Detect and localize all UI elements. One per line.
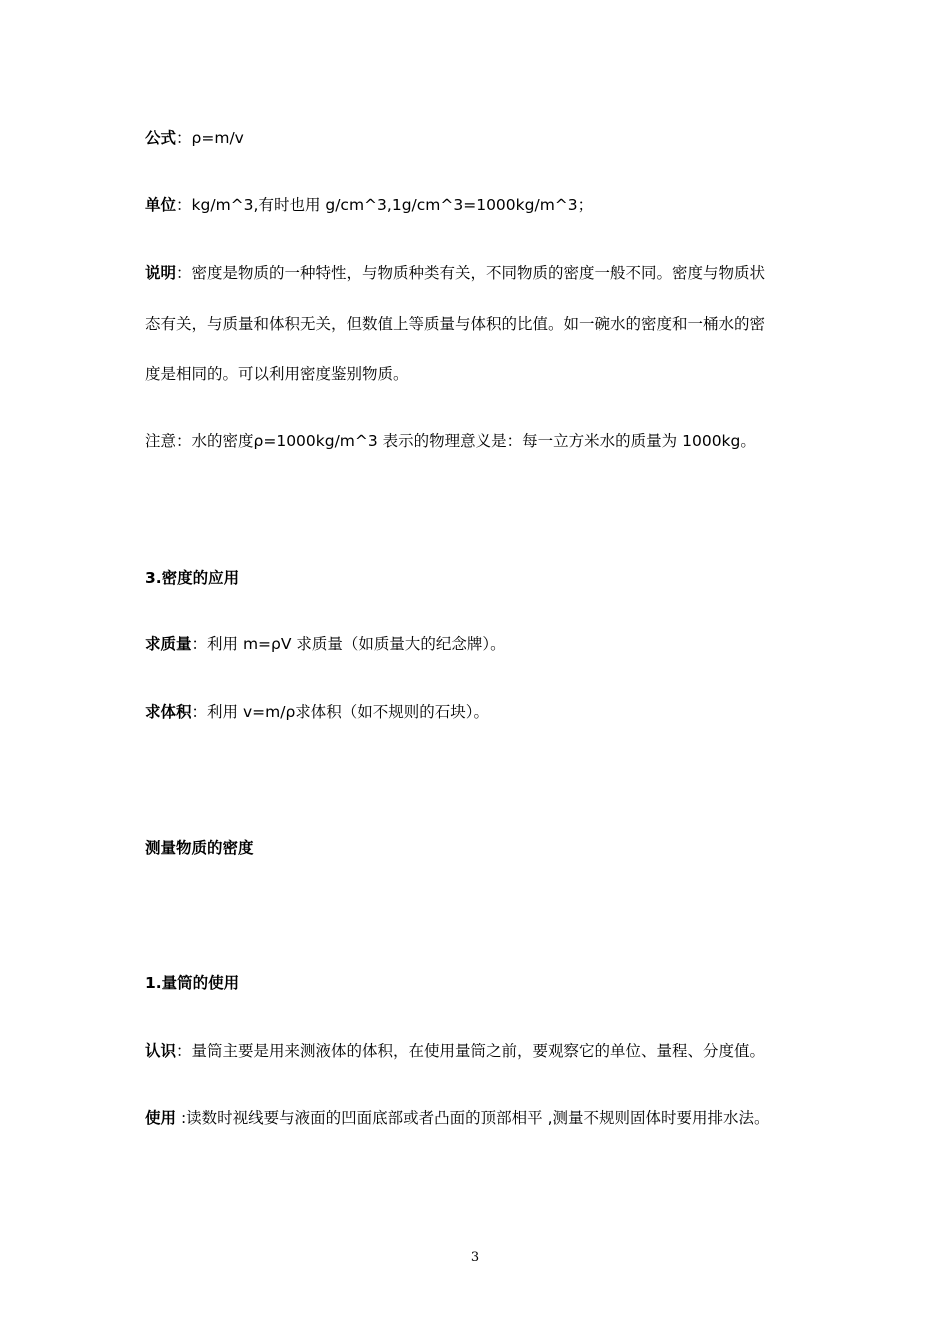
explanation-text-1: 密度是物质的一种特性，与物质种类有关，不同物质的密度一般不同。密度与物质状 — [191, 264, 766, 282]
find-volume-text: 利用 v=m/ρ求体积（如不规则的石块）。 — [207, 703, 490, 721]
explanation-line-3 — [145, 363, 825, 385]
recognize-separator: ： — [176, 1042, 192, 1060]
usage-line — [145, 1107, 825, 1129]
page-number: 3 — [470, 1250, 480, 1265]
section-title-measure-density: 测量物质的密度 — [145, 839, 254, 857]
formula-separator: ： — [176, 129, 192, 147]
find-mass-label: 求质量 — [145, 635, 192, 653]
usage-separator: : — [176, 1109, 187, 1127]
unit-line — [145, 194, 825, 216]
find-volume-label: 求体积 — [145, 703, 192, 721]
unit-separator: ： — [176, 196, 192, 214]
usage-text: 读数时视线要与液面的凹面底部或者凸面的顶部相平 ,测量不规则固体时要用排水法。 — [186, 1109, 770, 1127]
usage-label: 使用 — [145, 1109, 177, 1127]
find-mass-line — [145, 633, 825, 655]
unit-label: 单位 — [145, 196, 177, 214]
section-title-density-application: 3.密度的应用 — [145, 569, 240, 587]
recognize-line — [145, 1040, 825, 1062]
explanation-text-3: 度是相同的。可以利用密度鉴别物质。 — [145, 365, 409, 383]
recognize-label: 认识 — [145, 1042, 177, 1060]
formula-text: ρ=m/v — [191, 129, 244, 147]
section-heading-measure-density — [145, 837, 825, 859]
explanation-separator: ： — [176, 264, 192, 282]
note-line — [145, 430, 825, 452]
formula-label: 公式 — [145, 129, 177, 147]
recognize-text: 量筒主要是用来测液体的体积，在使用量筒之前，要观察它的单位、量程、分度值。 — [191, 1042, 766, 1060]
section-heading-density-application — [145, 567, 825, 589]
find-volume-separator: ： — [191, 703, 208, 721]
explanation-line-1 — [145, 262, 825, 284]
explanation-text-2: 态有关，与质量和体积无关，但数值上等质量与体积的比值。如一碗水的密度和一桶水的密 — [145, 315, 766, 333]
explanation-line-2 — [145, 313, 825, 335]
unit-text: kg/m^3,有时也用 g/cm^3,1g/cm^3=1000kg/m^3； — [191, 196, 594, 214]
section-title-cylinder-usage: 1.量筒的使用 — [145, 974, 240, 992]
note-text: 注意：水的密度ρ=1000kg/m^3 表示的物理意义是：每一立方米水的质量为 1000kg。 — [145, 432, 756, 450]
formula-line — [145, 127, 825, 149]
find-mass-separator: ： — [191, 635, 208, 653]
section-heading-cylinder-usage — [145, 972, 825, 994]
find-volume-line — [145, 701, 825, 723]
explanation-label: 说明 — [145, 264, 177, 282]
find-mass-text: 利用 m=ρV 求质量（如质量大的纪念牌）。 — [207, 635, 506, 653]
